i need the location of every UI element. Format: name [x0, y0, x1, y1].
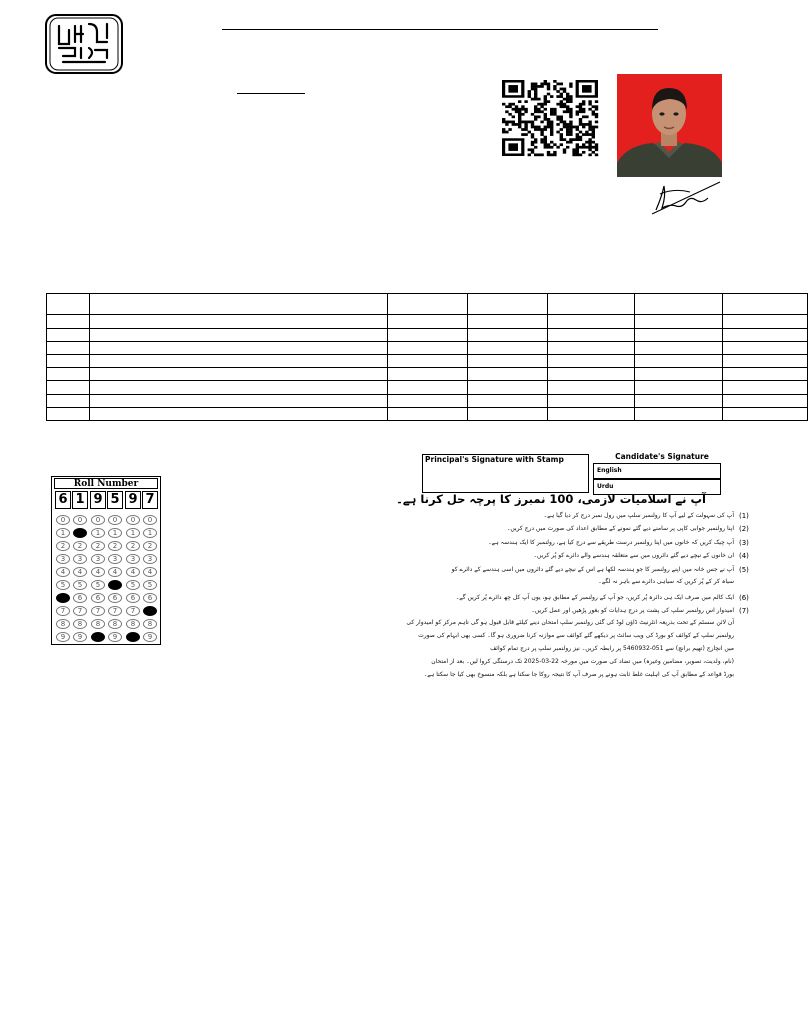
table-cell	[468, 315, 548, 328]
roll-bubble: 3	[91, 554, 105, 564]
roll-bubble: 4	[126, 567, 140, 577]
table-cell	[388, 407, 468, 420]
table-cell	[635, 315, 723, 328]
table-cell	[723, 328, 808, 341]
table-cell	[723, 407, 808, 420]
table-cell	[468, 354, 548, 367]
table-cell	[723, 294, 808, 315]
table-cell	[90, 341, 388, 354]
roll-bubble: 4	[143, 567, 157, 577]
table-cell	[548, 294, 635, 315]
roll-bubble-filled: 5	[108, 580, 122, 590]
instruction-number: (2)	[739, 525, 749, 533]
table-row	[47, 294, 808, 315]
roll-bubble: 4	[108, 567, 122, 577]
roll-bubble: 6	[143, 593, 157, 603]
roll-bubble: 7	[56, 606, 70, 616]
roll-bubble: 5	[73, 580, 87, 590]
table-cell	[635, 381, 723, 394]
roll-bubble: 0	[108, 515, 122, 525]
instruction-line: آپ نے جس خانہ میں اپنے رولنمبر کا جو ہندسہ لکھا ہے اس کے نیچے دیے گئے دائروں میں اسی ہندسے کے دائرے کو	[451, 566, 734, 573]
table-cell	[90, 394, 388, 407]
table-row	[47, 407, 808, 420]
instruction-line: آپ چیک کریں کہ خانوں میں اپنا رولنمبر درست طریقے سے درج کیا ہے، رولنمبر کا ایک ہندسہ ہے۔	[488, 539, 734, 546]
roll-bubble: 0	[56, 515, 70, 525]
roll-bubble: 2	[91, 541, 105, 551]
roll-digit-box: 9	[90, 491, 106, 509]
board-logo	[45, 14, 123, 74]
roll-bubble-filled: 7	[143, 606, 157, 616]
instruction-line: بورڈ قواعد کے مطابق آپ کی اہلیت غلط ثابت ہونے پر صرف آپ کا نتیجہ روکا جا سکتا ہے بلکہ منسوخ بھی کیا جا سکتا ہے۔	[423, 671, 734, 678]
roll-bubble: 5	[126, 580, 140, 590]
instruction-line: (نام، ولدیت، تصویر، مضامین وغیرہ) میں تضاد کی صورت میں مورخہ 22-03-2025 تک درستگی کروا لیں۔ بعد از امتحان	[431, 658, 734, 665]
roll-bubble-filled: 1	[73, 528, 87, 538]
instruction-number: (3)	[739, 539, 749, 547]
table-cell	[90, 368, 388, 381]
signature-english-box: English	[593, 463, 721, 479]
table-cell	[47, 407, 90, 420]
table-row	[47, 328, 808, 341]
roll-bubble-filled: 9	[126, 632, 140, 642]
table-cell	[635, 407, 723, 420]
table-cell	[723, 368, 808, 381]
table-row	[47, 381, 808, 394]
title-underline	[237, 93, 305, 94]
table-row	[47, 354, 808, 367]
table-cell	[468, 381, 548, 394]
subjects-table	[46, 293, 808, 421]
roll-bubble: 1	[56, 528, 70, 538]
roll-digit-box: 6	[55, 491, 71, 509]
table-cell	[635, 341, 723, 354]
instruction-line: امیدوار اس رولنمبر سلپ کی پشت پر درج ہدایات کو بغور پڑھیں اور عمل کریں۔	[531, 607, 734, 614]
candidate-signature-label: Candidate's Signature	[615, 452, 709, 461]
roll-bubble: 6	[108, 593, 122, 603]
roll-bubble: 3	[108, 554, 122, 564]
roll-bubble: 7	[126, 606, 140, 616]
roll-bubble: 9	[143, 632, 157, 642]
instruction-line: اپنا رولنمبر جوابی کاپی پر سامنے دیے گئے نمونے کے مطابق اعداد کی صورت میں درج کریں۔	[506, 525, 734, 532]
instruction-line: سیاہ کر کے پُر کریں کہ سیاہی دائرے سے باہر نہ لگے۔	[598, 578, 734, 585]
table-cell	[468, 294, 548, 315]
roll-bubble: 1	[108, 528, 122, 538]
roll-digit-box: 7	[142, 491, 158, 509]
roll-bubble: 2	[126, 541, 140, 551]
instruction-number: (4)	[739, 552, 749, 560]
table-cell	[47, 354, 90, 367]
principal-signature-label: Principal's Signature with Stamp	[425, 455, 564, 464]
roll-bubble: 2	[56, 541, 70, 551]
table-cell	[388, 381, 468, 394]
table-cell	[723, 354, 808, 367]
roll-bubble: 6	[126, 593, 140, 603]
roll-bubble: 2	[73, 541, 87, 551]
roll-bubble: 1	[126, 528, 140, 538]
table-cell	[723, 381, 808, 394]
roll-bubble: 5	[56, 580, 70, 590]
table-row	[47, 368, 808, 381]
instruction-number: (6)	[739, 594, 749, 602]
roll-bubble: 4	[56, 567, 70, 577]
roll-number-bubble-sheet	[51, 476, 161, 645]
table-cell	[388, 328, 468, 341]
table-cell	[635, 368, 723, 381]
table-cell	[635, 328, 723, 341]
table-cell	[47, 368, 90, 381]
roll-bubble: 6	[91, 593, 105, 603]
table-cell	[90, 328, 388, 341]
table-row	[47, 315, 808, 328]
signature-urdu-box: Urdu	[593, 479, 721, 495]
roll-bubble: 3	[56, 554, 70, 564]
roll-bubble: 8	[73, 619, 87, 629]
roll-digit-box: 1	[72, 491, 88, 509]
table-cell	[90, 294, 388, 315]
roll-bubble: 2	[143, 541, 157, 551]
roll-bubble: 5	[143, 580, 157, 590]
table-row	[47, 341, 808, 354]
student-photo	[617, 74, 722, 177]
roll-bubble: 8	[143, 619, 157, 629]
table-cell	[548, 394, 635, 407]
candidate-signature-image	[648, 178, 722, 218]
roll-bubble: 9	[73, 632, 87, 642]
roll-bubble: 4	[73, 567, 87, 577]
table-cell	[723, 341, 808, 354]
instruction-line: آن لائن سسٹم کے تحت بذریعہ انٹرنیٹ ڈاؤن لوڈ کی گئی رولنمبر سلپ امتحان دینے کیلئے قابل قبول ہو گی تاہم مرکز کو امیدوار کی	[406, 619, 734, 626]
roll-bubble: 8	[91, 619, 105, 629]
roll-bubble-filled: 9	[91, 632, 105, 642]
table-cell	[388, 354, 468, 367]
table-cell	[548, 354, 635, 367]
table-cell	[635, 294, 723, 315]
roll-bubble: 3	[73, 554, 87, 564]
table-cell	[468, 394, 548, 407]
roll-bubble: 7	[73, 606, 87, 616]
table-cell	[388, 368, 468, 381]
table-cell	[47, 328, 90, 341]
instruction-line: ایک کالم میں صرف ایک ہی دائرہ پُر کریں، جو آپ کے رولنمبر کے مطابق ہو، یوں آپ کل چھ دائرے پُر کریں گے۔	[455, 594, 734, 601]
instruction-line: آپ کی سہولت کے لیے آپ کا رولنمبر سلپ میں رول نمبر درج کر دیا گیا ہے۔	[543, 512, 734, 519]
table-cell	[47, 341, 90, 354]
principal-signature-box	[422, 454, 589, 493]
instruction-line: ان خانوں کے نیچے دیے گئے دائروں میں سے متعلقہ ہندسے والے دائرے کو پُر کریں۔	[533, 552, 734, 559]
table-cell	[388, 315, 468, 328]
table-cell	[388, 294, 468, 315]
roll-bubble: 8	[126, 619, 140, 629]
table-cell	[635, 394, 723, 407]
roll-bubble: 7	[91, 606, 105, 616]
table-cell	[548, 381, 635, 394]
table-cell	[468, 341, 548, 354]
table-cell	[47, 381, 90, 394]
roll-bubble: 3	[126, 554, 140, 564]
roll-bubble: 4	[91, 567, 105, 577]
roll-digit-box: 9	[125, 491, 141, 509]
table-cell	[723, 315, 808, 328]
header-rule	[222, 29, 658, 30]
roll-bubble: 9	[108, 632, 122, 642]
table-cell	[635, 354, 723, 367]
instruction-line: رولنمبر سلپ کے کوائف کو بورڈ کی ویب سائٹ پر دیکھے گئے کوائف سے موازنہ کرنا ضروری ہو گا۔ کسی بھی ابہام کی صورت	[418, 632, 734, 639]
table-cell	[47, 294, 90, 315]
roll-bubble: 6	[73, 593, 87, 603]
roll-bubble: 0	[143, 515, 157, 525]
table-cell	[90, 381, 388, 394]
roll-bubble-filled: 6	[56, 593, 70, 603]
table-cell	[548, 328, 635, 341]
table-cell	[468, 368, 548, 381]
instruction-number: (5)	[739, 566, 749, 574]
table-cell	[90, 354, 388, 367]
roll-bubble: 7	[108, 606, 122, 616]
instruction-line: میں انچارج (تھیم برانچ) سے 051-5460932 پر رابطہ کریں۔ نیز رولنمبر سلپ پر درج تمام کوائف	[490, 645, 734, 652]
table-cell	[468, 407, 548, 420]
table-row	[47, 394, 808, 407]
table-cell	[388, 394, 468, 407]
instruction-number: (7)	[739, 607, 749, 615]
instruction-number: (1)	[739, 512, 749, 520]
roll-bubble: 8	[56, 619, 70, 629]
roll-bubble: 2	[108, 541, 122, 551]
table-cell	[548, 341, 635, 354]
roll-bubble: 0	[126, 515, 140, 525]
roll-bubble: 8	[108, 619, 122, 629]
roll-bubble: 1	[143, 528, 157, 538]
roll-bubble: 3	[143, 554, 157, 564]
roll-bubble: 0	[91, 515, 105, 525]
table-cell	[468, 328, 548, 341]
roll-number-title: Roll Number	[54, 478, 158, 489]
roll-bubble: 5	[91, 580, 105, 590]
roll-bubble: 9	[56, 632, 70, 642]
table-cell	[548, 407, 635, 420]
table-cell	[548, 368, 635, 381]
table-cell	[47, 394, 90, 407]
table-cell	[90, 315, 388, 328]
table-cell	[548, 315, 635, 328]
table-cell	[47, 315, 90, 328]
roll-bubble: 1	[91, 528, 105, 538]
instructions-heading: آپ نے اسلامیات لازمی، 100 نمبرز کا پرچہ حل کرنا ہے۔	[396, 492, 706, 506]
table-cell	[723, 394, 808, 407]
roll-digit-box: 5	[107, 491, 123, 509]
table-cell	[90, 407, 388, 420]
table-cell	[388, 341, 468, 354]
qr-code	[502, 80, 598, 156]
roll-bubble: 0	[73, 515, 87, 525]
